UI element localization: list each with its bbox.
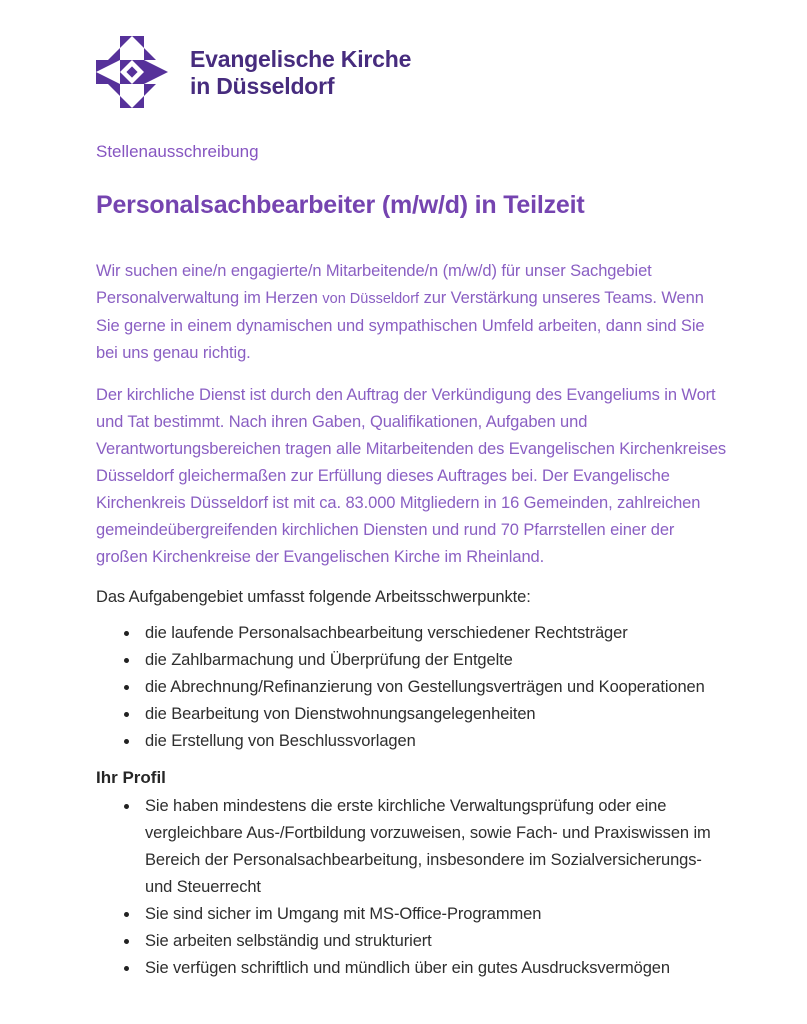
- profile-section-heading: Ihr Profil: [96, 768, 166, 787]
- task-list-item: die Bearbeitung von Dienstwohnungsangelegenheiten: [96, 701, 728, 728]
- logo-wordmark: [190, 36, 411, 100]
- tasks-section-label: Das Aufgabengebiet umfasst folgende Arbeitsschwerpunkte:: [96, 588, 531, 606]
- intro-paragraph-1: [96, 258, 728, 367]
- task-list-item: die Abrechnung/Refinanzierung von Gestellungsverträgen und Kooperationen: [96, 674, 728, 701]
- profile-list-item: Sie haben mindestens die erste kirchliche Verwaltungsprüfung oder eine vergleichbare Aus-/Fortbildung vorzuweisen, sowie Fach- und Praxiswissen im Bereich der Personalsachbearbeitung, insbesondere im Sozialversicherungs- und Steuerrecht: [96, 793, 728, 901]
- logo: [96, 36, 807, 108]
- logo-wordmark-line2: in Düsseldorf: [190, 73, 335, 99]
- logo-wordmark-line1: Evangelische Kirche: [190, 46, 412, 72]
- church-quilt-cross-icon: [96, 36, 168, 108]
- profile-list-item: Sie verfügen schriftlich und mündlich über ein gutes Ausdrucksvermögen: [96, 955, 728, 982]
- kicker-label: Stellenausschreibung: [96, 142, 259, 161]
- intro-paragraph-1-altfont: von Düsseldorf: [322, 291, 420, 307]
- profile-list-item: Sie arbeiten selbständig und strukturiert: [96, 928, 728, 955]
- tasks-list: [96, 620, 728, 755]
- task-list-item: die Erstellung von Beschlussvorlagen: [96, 728, 728, 755]
- task-list-item: die Zahlbarmachung und Überprüfung der Entgelte: [96, 647, 728, 674]
- task-list-item: die laufende Personalsachbearbeitung verschiedener Rechtsträger: [96, 620, 728, 647]
- intro-paragraph-1-end: zur Verstärkung unseres Teams. Wenn Sie gerne in einem dynamischen und sympathischen Umfeld arbeiten, dann sind Sie bei uns genau richtig.: [96, 289, 705, 362]
- page-title: Personalsachbearbeiter (m/w/d) in Teilzeit: [96, 191, 585, 219]
- intro-paragraph-2: Der kirchliche Dienst ist durch den Auftrag der Verkündigung des Evangeliums in Wort und Tat bestimmt. Nach ihren Gaben, Qualifikationen, Aufgaben und Verantwortungsbereichen tragen alle Mitarbeitenden des Evangelischen Kirchenkreises Düsseldorf gleichermaßen zur Erfüllung dieses Auftrages bei. Der Evangelische Kirchenkreis Düsseldorf ist mit ca. 83.000 Mitgliedern in 16 Gemeinden, zahlreichen gemeindeübergreifenden kirchlichen Diensten und rund 70 Pfarrstellen einer der großen Kirchenkreise der Evangelischen Kirche im Rheinland.: [96, 386, 727, 566]
- profile-list-item: Sie sind sicher im Umgang mit MS-Office-Programmen: [96, 901, 728, 928]
- intro-paragraph-1-start: Wir suchen eine/n engagierte/n Mitarbeitende/n (m/w/d) für unser Sachgebiet Personalverwaltung im Herzen: [96, 262, 652, 307]
- profile-list: [96, 793, 728, 982]
